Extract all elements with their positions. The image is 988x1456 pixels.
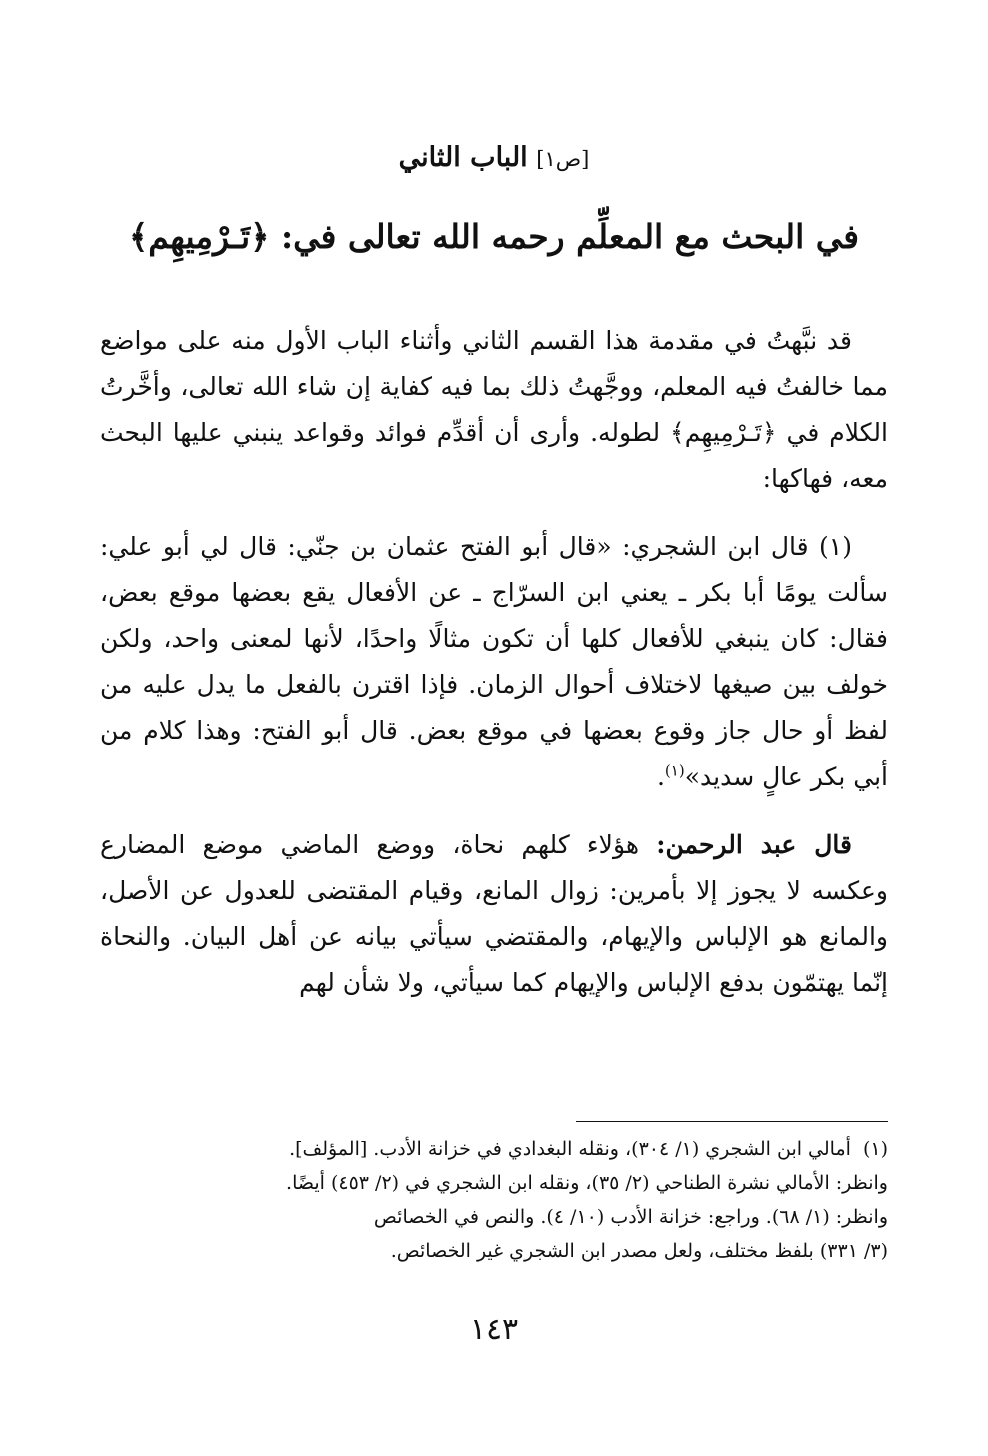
footnote-text: أمالي ابن الشجري (١/ ٣٠٤)، ونقله البغدادي في خزانة الأدب. [المؤلف]. [289, 1138, 851, 1160]
paragraph-commentary [100, 822, 888, 1006]
paragraph-quote-text: (١) قال ابن الشجري: «قال أبو الفتح عثمان بن جنّي: قال لي أبو علي: سألت يومًا أبا بكر ـ يعني ابن السرّاج ـ عن الأفعال يقع بعضها موقع بعض، فقال: كان ينبغي للأفعال كلها أن تكون مثالًا واحدًا، لأنها لمعنى واحد، ولكن خولف بين صيغها لاختلاف أحوال الزمان. فإذا اقترن بالفعل ما يدل عليه من لفظ أو حال جاز وقوع بعضها في موقع بعض. قال أبو الفتح: وهذا كلام من أبي بكر عالٍ سديد» [100, 532, 888, 791]
footnote-separator [576, 1121, 888, 1122]
footnote-number: (١) [862, 1138, 888, 1160]
main-text [100, 318, 888, 1028]
footnotes [120, 1132, 888, 1268]
paragraph-commentary-text: هؤلاء كلهم نحاة، ووضع الماضي موضع المضارع وعكسه لا يجوز إلا بأمرين: زوال المانع، وقيام المقتضى للعدول عن الأصل، والمانع هو الإلباس والإيهام، والمقتضي سيأتي بيانه عن أهل البيان. والنحاة إنّما يهتمّون بدفع الإلباس والإيهام كما سيأتي، ولا شأن لهم [100, 830, 888, 997]
commentary-lead: قال عبد الرحمن: [656, 830, 852, 859]
footnote-text: (٣/ ٣٣١) بلفظ مختلف، ولعل مصدر ابن الشجري غير الخصائص. [390, 1240, 888, 1262]
paragraph-quote-tail: . [656, 762, 665, 791]
chapter-title: الباب الثاني [398, 142, 528, 173]
paragraph-intro [100, 318, 888, 502]
chapter-heading [100, 138, 888, 179]
footnote-line [120, 1200, 888, 1234]
page-reference: [ص١] [536, 147, 590, 171]
paragraph-intro-text: قد نبَّهتُ في مقدمة هذا القسم الثاني وأثناء الباب الأول منه على مواضع مما خالفتُ فيه المعلم، ووجَّهتُ ذلك بما فيه كفاية إن شاء الله تعالى، وأخَّرتُ الكلام في ﴿تَـرْمِيهِم﴾ لطوله. وأرى أن أقدِّم فوائد وقواعد ينبني عليها البحث معه، فهاكها: [100, 326, 888, 493]
footnote-text: وانظر: (١/ ٦٨). وراجع: خزانة الأدب (١٠/ ٤). والنص في الخصائص [373, 1206, 888, 1228]
paragraph-quote [100, 524, 888, 800]
footnote-reference-mark[interactable]: (١) [664, 761, 685, 780]
footnote-line [120, 1234, 888, 1268]
footnote-line [120, 1166, 888, 1200]
footnote-text: وانظر: الأمالي نشرة الطناحي (٢/ ٣٥)، ونقله ابن الشجري في (٢/ ٤٥٣) أيضًا. [286, 1172, 888, 1194]
page-number: ١٤٣ [469, 1312, 519, 1347]
footnote-line [120, 1132, 888, 1166]
chapter-subtitle: في البحث مع المعلِّم رحمه الله تعالى في: ﴿تَـرْمِيهِم﴾ [128, 217, 860, 256]
